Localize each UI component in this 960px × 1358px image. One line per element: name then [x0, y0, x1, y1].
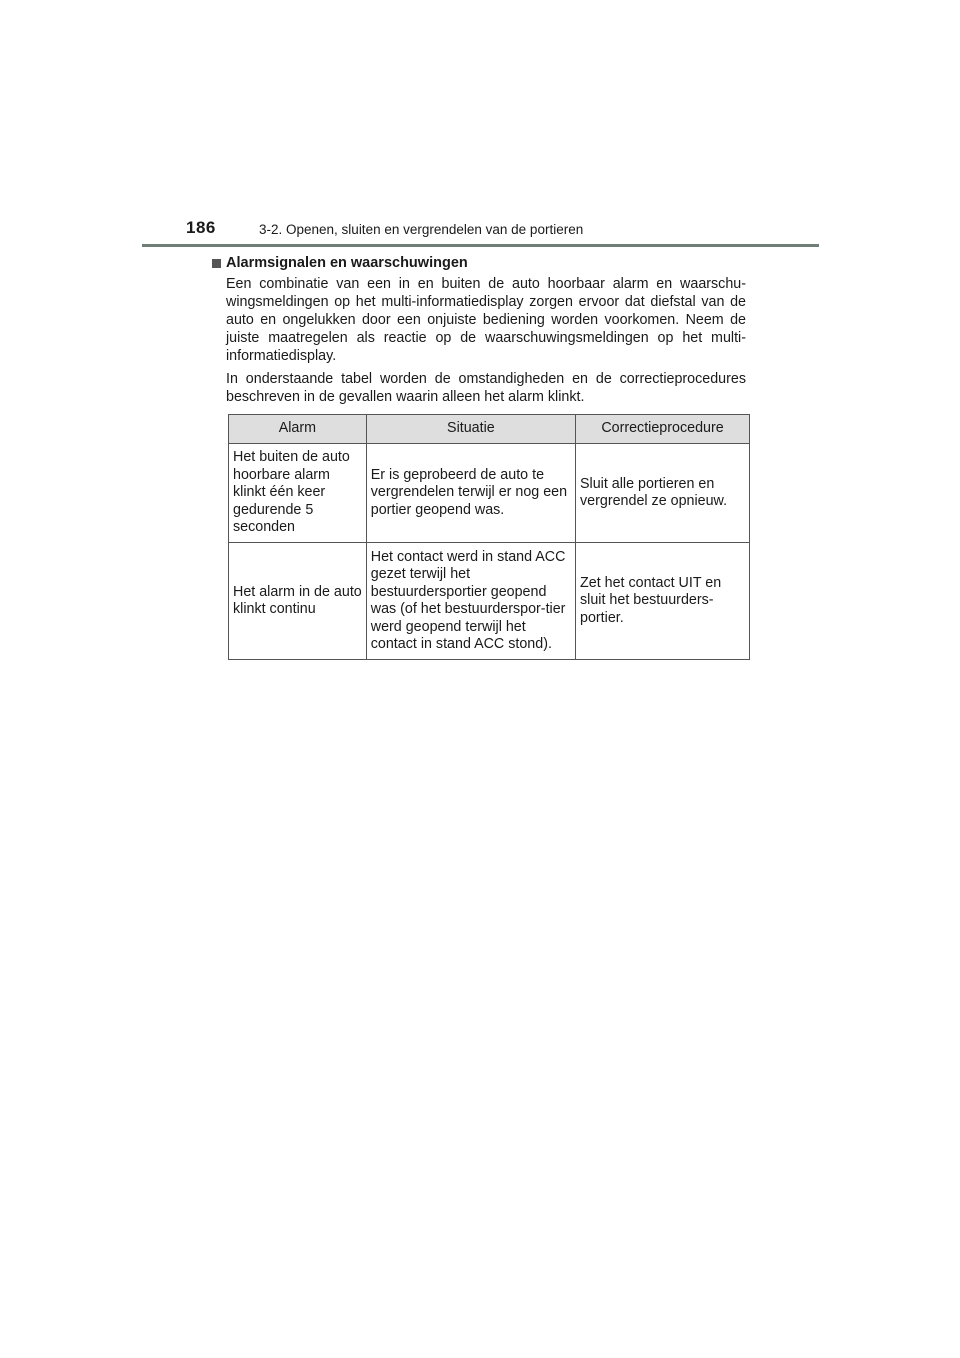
column-header-correctieprocedure: Correctieprocedure: [576, 415, 750, 444]
header-divider: [142, 244, 819, 247]
section-content: [212, 254, 746, 406]
section-heading-text: Alarmsignalen en waarschuwingen: [226, 255, 468, 271]
square-bullet-icon: [212, 259, 221, 268]
section-heading: [212, 254, 746, 273]
table-intro-paragraph: In onderstaande tabel worden de omstandigheden en de correctieprocedures beschreven in de gevallen waarin alleen het alarm klinkt.: [226, 371, 746, 405]
page-number: 186: [186, 218, 216, 237]
table-cell-correctieprocedure: Sluit alle portieren en vergrendel ze opnieuw.: [576, 444, 750, 543]
table-cell-alarm: Het alarm in de auto klinkt continu: [229, 543, 367, 660]
table-cell-situatie: Het contact werd in stand ACC gezet terwijl het bestuurdersportier geopend was (of het bestuurderspor-tier werd geopend terwijl het contact in stand ACC stond).: [366, 543, 575, 660]
alarm-table: [228, 414, 750, 660]
column-header-situatie: Situatie: [366, 415, 575, 444]
table-row: [229, 543, 750, 660]
column-header-alarm: Alarm: [229, 415, 367, 444]
intro-paragraph: Een combinatie van een in en buiten de auto hoorbaar alarm en waarschu-wingsmeldingen op het multi-informatiedisplay zorgen ervoor dat diefstal van de auto en ongelukken door een onjuiste bediening worden voorkomen. Neem de juiste maatregelen als reactie op de waarschuwingsmeldingen op het multi-informatiedisplay.: [226, 276, 746, 364]
section-title: 3-2. Openen, sluiten en vergrendelen van de portieren: [259, 222, 584, 237]
table-cell-alarm: Het buiten de auto hoorbare alarm klinkt één keer gedurende 5 seconden: [229, 444, 367, 543]
table-cell-correctieprocedure: Zet het contact UIT en sluit het bestuurders-portier.: [576, 543, 750, 660]
table-row: [229, 444, 750, 543]
table-header-row: [229, 415, 750, 444]
table-cell-situatie: Er is geprobeerd de auto te vergrendelen terwijl er nog een portier geopend was.: [366, 444, 575, 543]
